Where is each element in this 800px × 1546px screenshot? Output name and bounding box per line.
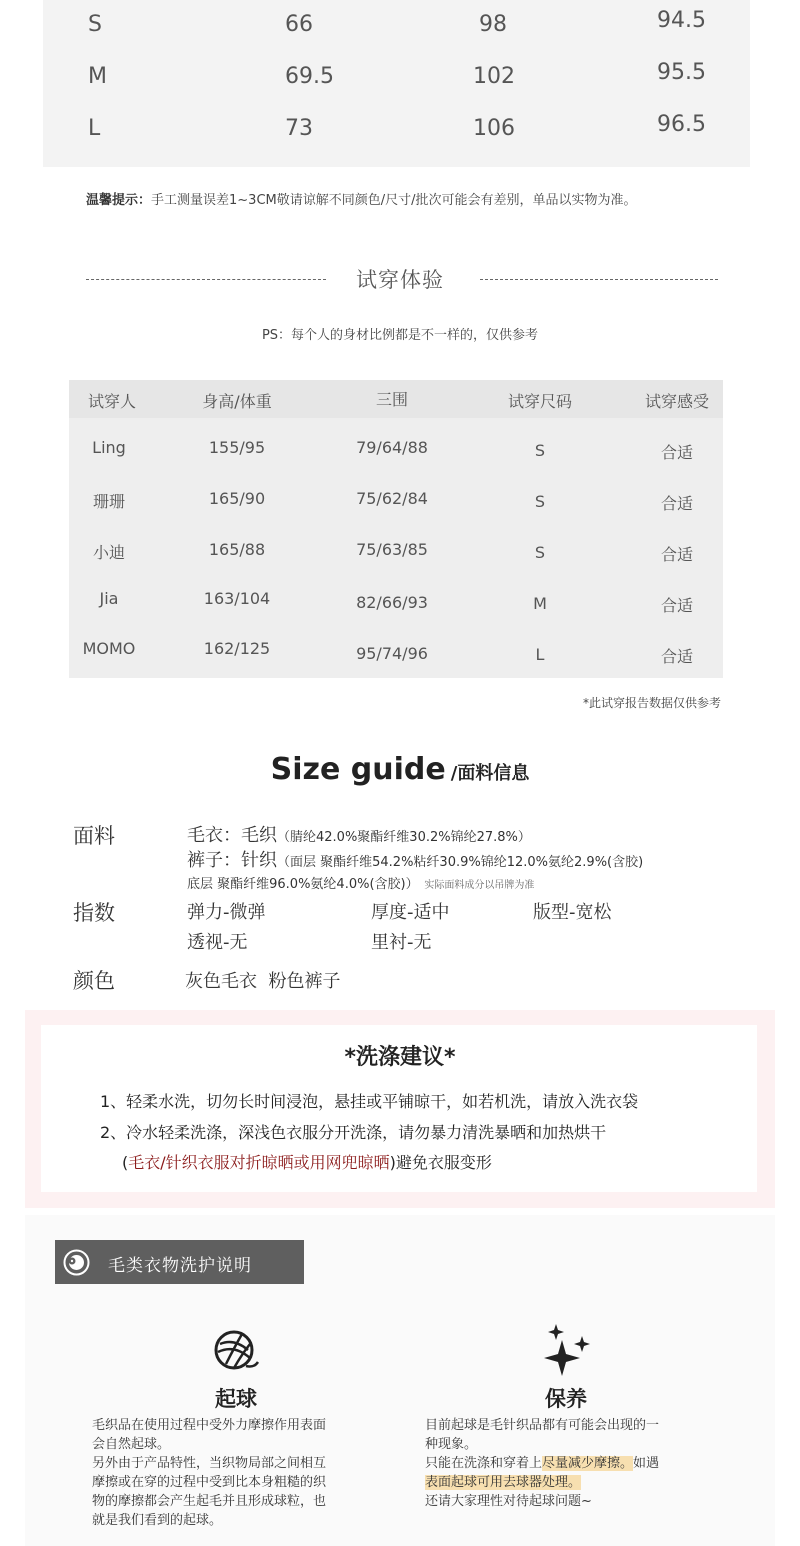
notice-label: 温馨提示： [86,193,152,208]
table-cell: 小迪 [92,543,126,562]
index-transparency: 透视-无 [187,932,248,953]
header-cell: 试穿感受 [644,392,710,411]
table-cell: 162/125 [203,639,271,658]
wash-line-3-tail: )避免衣服变形 [389,1153,492,1172]
table-cell: L [535,645,545,664]
header-cell: 身高/体重 [202,392,272,411]
size-guide-subtitle: /面料信息 [450,763,530,784]
table-cell: 合适 [660,443,694,462]
maintenance-line: 目前起球是毛针织品都有可能会出现的一 [425,1418,660,1433]
size-value: 106 [473,116,515,141]
care-label-text: 毛类衣物洗护说明 [108,1256,252,1276]
pilling-line: 毛织品在使用过程中受外力摩擦作用表面 [92,1418,327,1433]
maintenance-line [425,1473,735,1492]
table-cell: 合适 [660,545,694,564]
wash-advice-title: *洗涤建议* [344,1045,456,1070]
size-value: 102 [473,64,515,89]
maintenance-description [425,1416,735,1511]
paren-open: ( [122,1153,129,1172]
table-cell: S [534,492,546,511]
size-guide-heading: Size guide [270,752,446,787]
size-value: 96.5 [657,112,706,137]
tryon-header-row [69,380,723,418]
table-cell: Jia [99,589,119,608]
table-cell: 165/88 [208,540,266,559]
pilling-line: 就是我们看到的起球。 [92,1513,223,1528]
size-guide-title [0,752,800,787]
wash-line-1: 1、轻柔水洗，切勿长时间浸泡，悬挂或平铺晾干，如若机洗，请放入洗衣袋 [100,1092,639,1111]
table-cell: 155/95 [208,438,266,457]
wash-warning: 毛衣/针织衣服对折晾晒或用网兜晾晒 [128,1153,390,1172]
header-cell: 试穿尺码 [507,392,573,411]
sweater-fabric-detail: （腈纶42.0%聚酯纤维30.2%锦纶27.8%） [277,830,531,845]
maintenance-line: 种现象。 [425,1437,478,1452]
header-cell: 三围 [375,390,409,409]
maintenance-title: 保养 [545,1387,587,1411]
pants-fabric-line2 [187,872,534,893]
color-values: 灰色毛衣 粉色裤子 [185,971,341,992]
sweater-fabric [187,821,531,847]
table-cell: S [534,441,546,460]
maintenance-line [425,1454,735,1473]
tryon-ps: PS：每个人的身材比例都是不一样的，仅供参考 [261,328,539,343]
maintenance-text: 只能在洗涤和穿着上 [425,1456,543,1471]
size-table [43,0,750,167]
table-cell: 82/66/93 [356,593,428,612]
index-thickness: 厚度-适中 [371,902,450,923]
measurement-notice [86,189,637,208]
pants-fabric-main: 裤子：针织 [187,850,277,871]
index-label: 指数 [73,901,115,925]
fabric-label: 面料 [73,824,115,848]
table-cell: 75/63/85 [356,540,428,559]
tryon-note: *此试穿报告数据仅供参考 [582,696,721,710]
table-cell: S [534,543,546,562]
table-cell: 79/64/88 [356,438,428,457]
table-cell: 合适 [660,494,694,513]
size-value: 69.5 [285,64,334,89]
pants-fabric-detail2: 底层 聚酯纤维96.0%氨纶4.0%(含胶)） [187,877,419,892]
table-cell: 95/74/96 [356,644,428,663]
tryon-title: 试穿体验 [356,268,444,292]
table-cell: Ling [92,438,126,457]
pilling-title: 起球 [215,1387,257,1411]
pilling-line: 物的摩擦都会产生起毛并且形成球粒，也 [92,1494,327,1509]
wash-line-2: 2、冷水轻柔洗涤，深浅色衣服分开洗涤，请勿暴力清洗暴晒和加热烘干 [100,1123,607,1142]
index-elasticity: 弹力-微弹 [187,902,266,923]
size-label: M [88,64,107,89]
fabric-disclaimer: 实际面料成分以吊牌为准 [424,880,535,891]
size-value: 94.5 [657,8,706,33]
table-cell: 165/90 [208,489,266,508]
table-cell: 合适 [660,647,694,666]
pilling-line: 另外由于产品特性，当织物局部之间相互 [92,1456,327,1471]
size-value: 98 [479,12,507,37]
index-fit: 版型-宽松 [533,902,612,923]
sweater-fabric-main: 毛衣：毛织 [187,825,277,846]
size-label: S [88,12,102,37]
tryon-table [69,380,723,678]
sheep-icon [63,1249,90,1280]
pants-fabric [187,846,643,872]
wash-line-3 [122,1150,492,1173]
table-cell: 75/62/84 [356,489,428,508]
table-cell: MOMO [82,639,136,658]
size-value: 95.5 [657,60,706,85]
maintenance-text: 如遇 [633,1456,660,1471]
notice-text: 手工测量误差1~3CM敬请谅解不同颜色/尺寸/批次可能会有差别，单品以实物为准。 [151,193,637,208]
table-cell: 合适 [660,596,694,615]
sparkle-icon [540,1322,594,1382]
highlight-text: 尽量减少摩擦。 [542,1456,634,1471]
pants-fabric-detail: （面层 聚酯纤维54.2%粘纤30.9%锦纶12.0%氨纶2.9%(含胶) [277,855,644,870]
header-cell: 试穿人 [87,392,137,411]
size-value: 73 [285,116,313,141]
yarn-ball-icon [212,1328,260,1380]
size-label: L [88,116,101,141]
pilling-line: 会自然起球。 [92,1437,171,1452]
highlight-text: 表面起球可用去球器处理。 [425,1475,582,1490]
size-value: 66 [285,12,313,37]
table-cell: M [533,594,547,613]
pilling-line: 摩擦或在穿的过程中受到比本身粗糙的织 [92,1475,327,1490]
table-cell: 163/104 [203,589,271,608]
index-lining: 里衬-无 [371,932,432,953]
table-cell: 珊珊 [92,492,126,511]
maintenance-line: 还请大家理性对待起球问题~ [425,1494,592,1509]
pilling-description [92,1416,392,1530]
color-label: 颜色 [73,969,115,993]
